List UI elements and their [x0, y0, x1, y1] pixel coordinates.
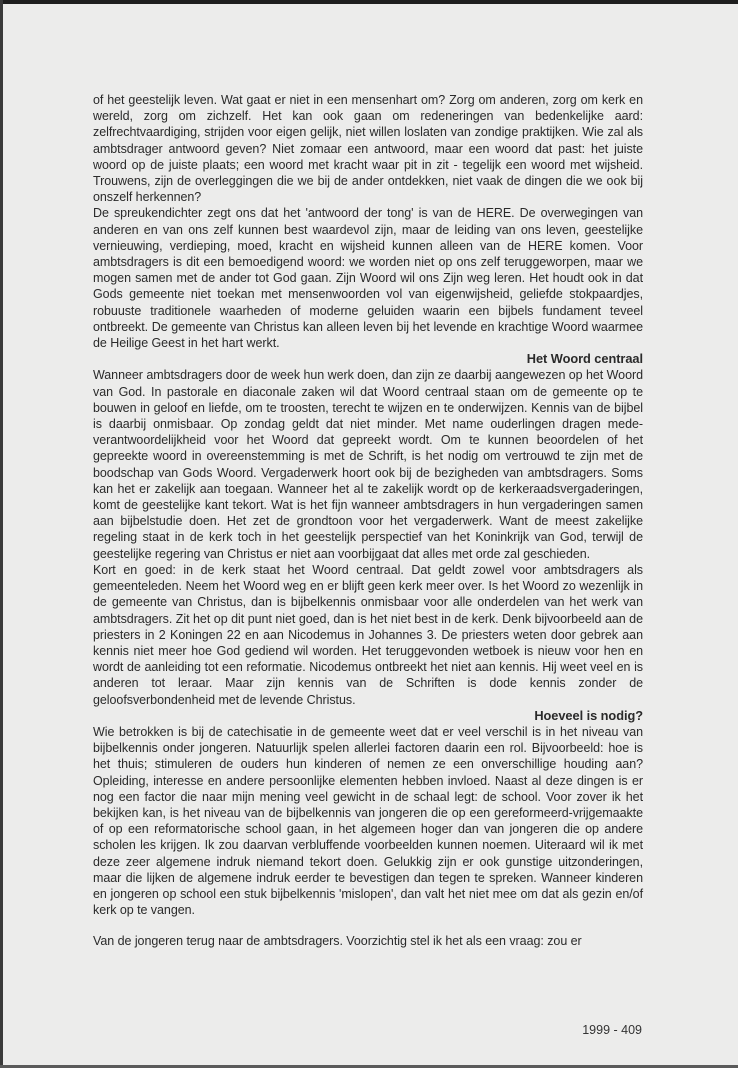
- paragraph: of het geestelijk leven. Wat gaat er niet in een mensenhart om? Zorg om anderen, zorg om kerk en wereld, zorg om zichzelf. Het kan ook gaan om redeneringen van bedenkelijke aard: zelfrechtvaardiging, strijden voor eigen gelijk, niet willen loslaten van zondige praktijken. Wie zal als ambtsdrager antwoord geven? Niet zomaar een antwoord, maar een woord dat past: het juiste woord op de juiste plaats; een woord met kracht waar pit in zit - tegelijk een woord met wijsheid. Trouwens, zijn de overleggingen die we bij de ander ontdekken, niet vaak de dingen die we ook bij onszelf herkennen?: [93, 93, 643, 205]
- paragraph: De spreukendichter zegt ons dat het 'antwoord der tong' is van de HERE. De overwegingen van anderen en van ons zelf kunnen best waardevol zijn, maar de leiding van ons leven, geestelijke vernieuwing, verdieping, moed, kracht en wijsheid kunnen alleen van de HERE komen. Voor ambtsdragers is dit een bemoedigend woord: we worden niet op ons zelf teruggeworpen, maar we mogen samen met de ander tot God gaan. Zijn Woord wil ons Zijn weg leren. Het houdt ook in dat Gods gemeente niet toekan met mensenwoorden vol van eigenwijsheid, geliefde stokpaardjes, robuuste traditionele waarheden of moderne geluiden waarin een bijbels fundament teveel ontbreekt. De gemeente van Christus kan alleen leven bij het levende en krachtige Woord waarmee de Heilige Geest in het hart werkt.: [93, 206, 643, 351]
- section-heading-het-woord-centraal: Het Woord centraal: [526, 351, 643, 367]
- page-left-edge: [0, 0, 3, 1068]
- paragraph-spacer: [93, 918, 643, 933]
- article-body: [93, 92, 643, 950]
- paragraph: Van de jongeren terug naar de ambtsdragers. Voorzichtig stel ik het als een vraag: zou er: [93, 934, 582, 949]
- page-number: 1999 - 409: [582, 1023, 642, 1037]
- page-top-edge: [0, 0, 738, 4]
- paragraph: Wie betrokken is bij de catechisatie in de gemeente weet dat er veel verschil is in het niveau van bijbelkennis onder jongeren. Natuurlijk spelen allerlei factoren daarin een rol. Bijvoorbeeld: hoe is het thuis; stimuleren de ouders hun kinderen of nemen ze een onverschillige houding aan? Opleiding, interesse en andere persoonlijke elementen hebben invloed. Naast al deze dingen is er nog een factor die naar mijn mening veel gewicht in de schaal legt: de school. Voor zover ik het bekijken kan, is het niveau van de bijbelkennis van jongeren die op een gereformeerd-vrijgemaakte of op een reformatorische school gaan, in het algemeen hoger dan van jongeren die op andere scholen les krijgen. Ik zou daarvan verbluffende voorbeelden kunnen noemen. Uiteraard wil ik met deze zeer algemene indruk niemand tekort doen. Gelukkig zijn er ook gunstige uitzonderingen, maar die lijken de algemene indruk eerder te bevestigen dan tegen te spreken. Wanneer kinderen en jongeren op school een stuk bijbelkennis 'mislopen', dan valt het niet mee om dat als gezin en/of kerk op te vangen.: [93, 724, 643, 918]
- paragraph: Kort en goed: in de kerk staat het Woord centraal. Dat geldt zowel voor ambtsdragers als gemeenteleden. Neem het Woord weg en er blijft geen kerk meer over. Is het Woord zo wezenlijk in de gemeente van Christus, dan is bijbelkennis onmisbaar voor alle onderdelen van het werk van ambtsdragers. Zit het op dit punt niet goed, dan is het niet best in de kerk. Denk bijvoorbeeld aan de priesters in 2 Koningen 22 en aan Nicodemus in Johannes 3. De priesters weten door gebrek aan kennis niet meer hoe God gediend wil worden. Het teruggevonden wetboek is nieuw voor hen en wordt de aanleiding tot een reformatie. Nicodemus ontbreekt het niet aan kennis. Hij weet veel en is anderen tot leraar. Maar zijn kennis van de Schriften is dode kennis zonder de geloofsverbondenheid met de levende Christus.: [93, 562, 643, 707]
- paragraph: Wanneer ambtsdragers door de week hun werk doen, dan zijn ze daarbij aangewezen op het Woord van God. In pastorale en diaconale zaken wil dat Woord centraal staan om de gemeente op te bouwen in geloof en liefde, om te troosten, terecht te wijzen en te onderwijzen. Kennis van de bijbel is daarbij onmisbaar. Op zondag geldt dat niet minder. Met name ouderlingen dragen mede-verantwoordelijkheid voor het Woord dat gepreekt wordt. Om te kunnen beoordelen of het gepreekte woord in overeenstemming is met de Schrift, is het nodig om vertrouwd te zijn met de boodschap van Gods Woord. Vergaderwerk hoort ook bij de bezigheden van ambtsdragers. Soms kan het er zakelijk aan toegaan. Wanneer het al te zakelijk wordt op de kerkeraadsvergaderingen, komt de geestelijke kant tekort. Wat is het fijn wanneer ambtsdragers in hun vergaderingen samen aan bijbelstudie doen. Het zet de grondtoon voor het vergaderwerk. Want de meest zakelijke regeling staat in de kerk toch in het geestelijk perspectief van het Koninkrijk van God, terwijl de geestelijke regering van Christus er niet aan voorbijgaat dat alles met orde zal geschieden.: [93, 368, 643, 561]
- section-heading-hoeveel-is-nodig: Hoeveel is nodig?: [534, 707, 643, 723]
